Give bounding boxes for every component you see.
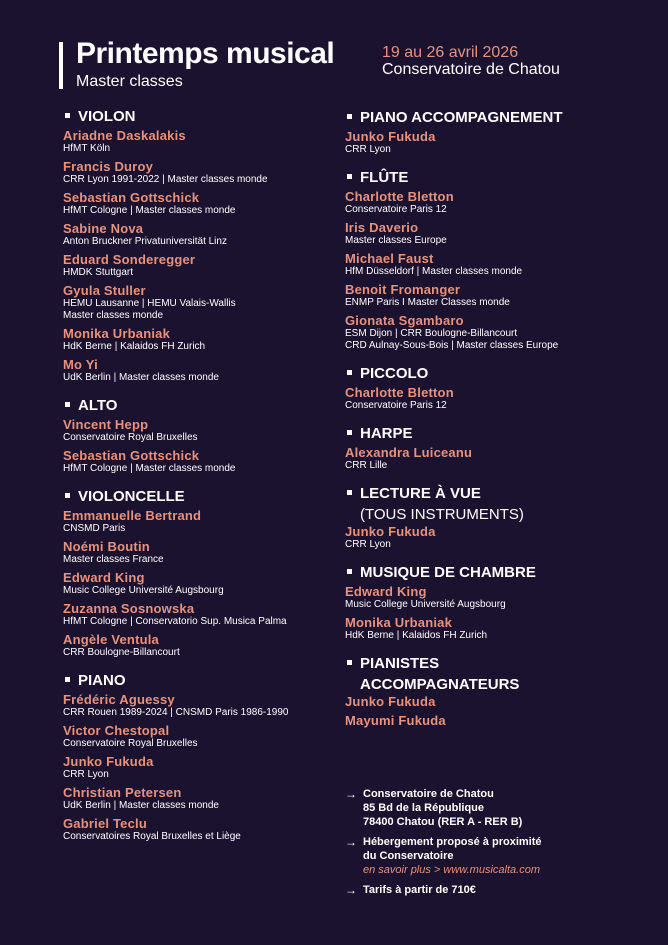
teacher-entry (345, 251, 645, 278)
section-heading (63, 487, 363, 506)
section-heading-text: LECTURE À VUE (360, 485, 481, 502)
teacher-affiliation: Master classes Europe (345, 235, 447, 246)
square-bullet-icon (65, 493, 70, 498)
section-heading-text: VIOLONCELLE (78, 488, 185, 505)
teacher-affiliation: Conservatoire Royal Bruxelles (63, 738, 198, 749)
teacher-name: Sabine Nova (63, 221, 144, 236)
section-heading-text: FLÛTE (360, 169, 409, 186)
teacher-name: Edward King (63, 570, 145, 585)
section-heading (345, 424, 645, 443)
instrument-section (345, 654, 645, 728)
teacher-entry (63, 692, 363, 719)
teacher-affiliation: CRR Boulogne-Billancourt (63, 647, 180, 658)
teacher-entry (345, 282, 645, 309)
teacher-name: Francis Duroy (63, 159, 154, 174)
teacher-name: Junko Fukuda (345, 524, 436, 539)
teacher-affiliation: CRR Lyon (63, 769, 109, 780)
teacher-affiliation: HMDK Stuttgart (63, 267, 134, 278)
teacher-name: Junko Fukuda (345, 129, 436, 144)
lodging-line: Hébergement proposé à proximité (363, 836, 542, 848)
lodging-link[interactable]: en savoir plus > www.musicalta.com (363, 864, 540, 876)
teacher-affiliation: CRR Lyon (345, 539, 391, 550)
teacher-name: Charlotte Bletton (345, 385, 454, 400)
teacher-affiliation: CRR Lille (345, 460, 388, 471)
square-bullet-icon (347, 490, 352, 495)
teacher-name: Charlotte Bletton (345, 189, 454, 204)
teacher-name: Junko Fukuda (63, 754, 154, 769)
address-line: 78400 Chatou (RER A - RER B) (363, 816, 523, 828)
teacher-affiliation: HdK Berne | Kalaidos FH Zurich (63, 341, 206, 352)
square-bullet-icon (347, 174, 352, 179)
square-bullet-icon (65, 677, 70, 682)
teacher-affiliation: HdK Berne | Kalaidos FH Zurich (345, 630, 488, 641)
teacher-entry (63, 326, 363, 353)
teacher-name: Gionata Sgambaro (345, 313, 464, 328)
teacher-entry (345, 445, 645, 472)
teacher-name: Gabriel Teclu (63, 816, 147, 831)
instrument-section (345, 168, 645, 352)
teacher-entry (63, 632, 363, 659)
teacher-affiliation: Music College Université Augsbourg (63, 585, 224, 596)
instrument-section (345, 108, 645, 156)
square-bullet-icon (347, 370, 352, 375)
event-dates: 19 au 26 avril 2026 (382, 44, 519, 61)
teacher-entry (63, 601, 363, 628)
section-heading-text: MUSIQUE DE CHAMBRE (360, 564, 536, 581)
teacher-name: Angèle Ventula (63, 632, 159, 647)
teacher-name: Iris Daverio (345, 220, 419, 235)
teacher-affiliation: UdK Berlin | Master classes monde (63, 800, 219, 811)
instrument-section (345, 563, 645, 642)
square-bullet-icon (347, 569, 352, 574)
teacher-affiliation: Master classes monde (63, 310, 164, 321)
teacher-entry (63, 785, 363, 812)
teacher-name: Gyula Stuller (63, 283, 146, 298)
teacher-name: Eduard Sonderegger (63, 252, 196, 267)
teacher-entry (63, 539, 363, 566)
right-column (345, 108, 645, 740)
teacher-name: Noémi Boutin (63, 539, 150, 554)
event-venue: Conservatoire de Chatou (382, 61, 560, 78)
teacher-entry (63, 570, 363, 597)
teacher-affiliation: HfMT Cologne | Master classes monde (63, 463, 236, 474)
teacher-affiliation: ESM Dijon | CRR Boulogne-Billancourt (345, 328, 518, 339)
teacher-name: Ariadne Daskalakis (63, 128, 186, 143)
teacher-entry (63, 128, 363, 155)
teacher-affiliation: CNSMD Paris (63, 523, 126, 534)
teacher-entry (63, 448, 363, 475)
teacher-entry (345, 584, 645, 611)
section-heading (63, 107, 363, 126)
teacher-affiliation: Anton Bruckner Privatuniversität Linz (63, 236, 227, 247)
section-heading-text: VIOLON (78, 108, 136, 125)
section-heading-text: HARPE (360, 425, 413, 442)
teacher-affiliation: HEMU Lausanne | HEMU Valais-Wallis (63, 298, 236, 309)
section-heading (345, 364, 645, 383)
teacher-entry (345, 189, 645, 216)
teacher-entry (63, 816, 363, 843)
teacher-affiliation: Conservatoire Paris 12 (345, 204, 447, 215)
teacher-affiliation: HfMT Cologne | Master classes monde (63, 205, 236, 216)
teacher-name: Alexandra Luiceanu (345, 445, 473, 460)
teacher-affiliation: Music College Université Augsbourg (345, 599, 506, 610)
lodging-line: du Conservatoire (363, 850, 454, 862)
teacher-affiliation: CRR Rouen 1989-2024 | CNSMD Paris 1986-1990 (63, 707, 289, 718)
teacher-name: Mo Yi (63, 357, 98, 372)
practical-info (345, 787, 645, 903)
teacher-name: Mayumi Fukuda (345, 713, 446, 728)
section-heading (345, 654, 645, 673)
teacher-entry (345, 615, 645, 642)
address-line: Conservatoire de Chatou (363, 788, 494, 800)
section-subheading: ACCOMPAGNATEURS (360, 676, 520, 693)
teacher-name: Zuzanna Sosnowska (63, 601, 195, 616)
teacher-affiliation: CRD Aulnay-Sous-Bois | Master classes Europe (345, 340, 559, 351)
section-heading (63, 671, 363, 690)
teacher-affiliation: HfMT Cologne | Conservatorio Sup. Musica Palma (63, 616, 287, 627)
teacher-name: Frédéric Aguessy (63, 692, 175, 707)
teacher-entry (345, 694, 645, 709)
teacher-name: Junko Fukuda (345, 694, 436, 709)
instrument-section (63, 107, 363, 384)
teacher-name: Monika Urbaniak (345, 615, 453, 630)
teacher-entry (345, 313, 645, 352)
teacher-entry (63, 754, 363, 781)
square-bullet-icon (347, 660, 352, 665)
teacher-entry (345, 220, 645, 247)
teacher-entry (345, 524, 645, 551)
square-bullet-icon (347, 114, 352, 119)
address-line: 85 Bd de la République (363, 802, 485, 814)
square-bullet-icon (65, 113, 70, 118)
teacher-entry (345, 713, 645, 728)
teacher-affiliation: ENMP Paris I Master Classes monde (345, 297, 510, 308)
square-bullet-icon (65, 402, 70, 407)
teacher-name: Edward King (345, 584, 427, 599)
arrow-right-icon: → (345, 787, 357, 801)
teacher-affiliation: HfMT Köln (63, 143, 111, 154)
teacher-entry (63, 508, 363, 535)
teacher-entry (63, 252, 363, 279)
instrument-section (63, 671, 363, 843)
arrow-right-icon: → (345, 883, 357, 897)
page-title: Printemps musical (76, 37, 335, 70)
teacher-entry (63, 159, 363, 186)
section-subheading: (TOUS INSTRUMENTS) (360, 506, 524, 523)
section-heading-text: ALTO (78, 397, 118, 414)
teacher-affiliation: Master classes France (63, 554, 164, 565)
price-block (345, 883, 645, 897)
instrument-section (63, 396, 363, 475)
page-subtitle: Master classes (76, 73, 183, 90)
teacher-affiliation: Conservatoires Royal Bruxelles et Liège (63, 831, 241, 842)
left-column (63, 107, 363, 855)
price-line: Tarifs à partir de 710€ (363, 884, 476, 896)
teacher-entry (63, 283, 363, 322)
section-heading (63, 396, 363, 415)
section-heading-text: PIANISTES (360, 655, 440, 672)
teacher-name: Monika Urbaniak (63, 326, 171, 341)
teacher-entry (345, 129, 645, 156)
teacher-name: Victor Chestopal (63, 723, 170, 738)
section-heading-text: PIANO ACCOMPAGNEMENT (360, 109, 563, 126)
lodging-block (345, 835, 645, 877)
teacher-name: Vincent Hepp (63, 417, 149, 432)
instrument-section (345, 484, 645, 551)
section-heading-text: PIANO (78, 672, 126, 689)
square-bullet-icon (347, 430, 352, 435)
teacher-affiliation: CRR Lyon (345, 144, 391, 155)
teacher-affiliation: CRR Lyon 1991-2022 | Master classes monde (63, 174, 268, 185)
instrument-section (63, 487, 363, 659)
title-accent-bar (59, 42, 63, 89)
teacher-entry (63, 190, 363, 217)
section-heading (345, 563, 645, 582)
teacher-affiliation: UdK Berlin | Master classes monde (63, 372, 219, 383)
teacher-affiliation: Conservatoire Royal Bruxelles (63, 432, 198, 443)
teacher-name: Michael Faust (345, 251, 434, 266)
teacher-entry (345, 385, 645, 412)
teacher-entry (63, 723, 363, 750)
address-block (345, 787, 645, 829)
teacher-name: Benoit Fromanger (345, 282, 461, 297)
teacher-name: Sebastian Gottschick (63, 448, 200, 463)
teacher-name: Emmanuelle Bertrand (63, 508, 202, 523)
section-heading (345, 168, 645, 187)
arrow-right-icon: → (345, 835, 357, 849)
teacher-affiliation: Conservatoire Paris 12 (345, 400, 447, 411)
section-heading (345, 484, 645, 503)
instrument-section (345, 424, 645, 472)
instrument-section (345, 364, 645, 412)
teacher-affiliation: HfM Düsseldorf | Master classes monde (345, 266, 523, 277)
teacher-entry (63, 417, 363, 444)
teacher-name: Christian Petersen (63, 785, 182, 800)
teacher-entry (63, 357, 363, 384)
section-heading-text: PICCOLO (360, 365, 429, 382)
teacher-entry (63, 221, 363, 248)
section-heading (345, 108, 645, 127)
teacher-name: Sebastian Gottschick (63, 190, 200, 205)
